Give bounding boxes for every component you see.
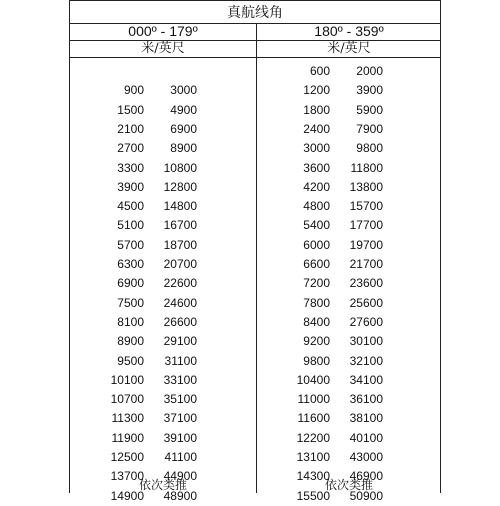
feet-cell: 13800 bbox=[349, 179, 383, 194]
table-row bbox=[256, 178, 442, 197]
table-row bbox=[256, 139, 442, 158]
meters-cell: 2700 bbox=[117, 141, 144, 156]
meters-cell: 11900 bbox=[111, 430, 144, 445]
meters-cell: 9200 bbox=[303, 334, 330, 349]
meters-cell: 2100 bbox=[117, 121, 144, 136]
table-row bbox=[70, 139, 256, 158]
meters-cell: 10400 bbox=[296, 372, 330, 387]
table-row bbox=[256, 390, 442, 409]
feet-cell: 15700 bbox=[349, 199, 383, 214]
table-row bbox=[256, 294, 442, 313]
right-unit-header: 米/英尺 bbox=[327, 41, 371, 56]
table-row bbox=[256, 332, 442, 351]
feet-cell: 10800 bbox=[163, 160, 197, 175]
table-row bbox=[256, 236, 442, 255]
meters-cell: 12500 bbox=[110, 450, 144, 464]
feet-cell: 27600 bbox=[349, 314, 383, 329]
right-range-header: 180º - 359º bbox=[314, 23, 384, 39]
meters-cell: 5400 bbox=[303, 218, 330, 233]
feet-cell: 21700 bbox=[349, 257, 383, 271]
table-row bbox=[70, 62, 256, 81]
feet-cell: 3900 bbox=[356, 83, 383, 98]
feet-cell: 36100 bbox=[349, 392, 383, 407]
feet-cell: 2000 bbox=[356, 64, 383, 78]
table-row bbox=[70, 371, 256, 390]
feet-cell: 35100 bbox=[163, 392, 197, 407]
table-row bbox=[70, 313, 256, 332]
feet-cell: 31100 bbox=[164, 353, 197, 368]
unit-header-row bbox=[70, 40, 440, 58]
table-row bbox=[256, 159, 442, 178]
feet-cell: 11800 bbox=[350, 160, 383, 175]
feet-cell: 26600 bbox=[163, 314, 197, 329]
table-top-rule bbox=[70, 0, 440, 1]
meters-cell: 12200 bbox=[296, 430, 330, 445]
meters-cell: 10700 bbox=[110, 392, 144, 407]
feet-cell: 32100 bbox=[349, 353, 383, 368]
feet-cell: 41100 bbox=[164, 450, 197, 464]
meters-cell: 11000 bbox=[297, 392, 330, 407]
feet-cell: 24600 bbox=[163, 295, 197, 310]
table-row bbox=[256, 81, 442, 100]
feet-cell: 12800 bbox=[163, 179, 197, 194]
feet-cell: 17700 bbox=[349, 218, 383, 233]
feet-cell: 19700 bbox=[349, 237, 383, 252]
table-row bbox=[70, 448, 256, 467]
meters-cell: 4200 bbox=[303, 179, 330, 194]
feet-cell: 7900 bbox=[356, 121, 383, 136]
feet-cell: 25600 bbox=[349, 295, 383, 310]
table-row bbox=[70, 294, 256, 313]
feet-cell: 9800 bbox=[356, 141, 383, 156]
meters-cell: 3000 bbox=[303, 141, 330, 156]
meters-cell: 6900 bbox=[117, 276, 144, 291]
table-row bbox=[70, 332, 256, 351]
left-unit-header: 米/英尺 bbox=[141, 41, 185, 56]
meters-cell: 6600 bbox=[303, 257, 330, 271]
table-row bbox=[256, 352, 442, 371]
table-row bbox=[256, 409, 442, 428]
table-row bbox=[70, 178, 256, 197]
table-row bbox=[70, 352, 256, 371]
table-row bbox=[70, 81, 256, 100]
meters-cell: 8100 bbox=[117, 314, 144, 329]
meters-cell: 14900 bbox=[110, 488, 144, 503]
feet-cell: 40100 bbox=[349, 430, 383, 445]
left-range-header: 000º - 179º bbox=[128, 23, 198, 39]
feet-cell: 43000 bbox=[349, 450, 383, 464]
meters-cell: 7800 bbox=[303, 295, 330, 310]
table-row bbox=[256, 120, 442, 139]
meters-cell: 13700 bbox=[110, 469, 144, 484]
meters-cell: 5100 bbox=[117, 218, 144, 233]
feet-cell: 16700 bbox=[163, 218, 197, 233]
meters-cell: 3600 bbox=[303, 160, 330, 175]
table-row bbox=[70, 390, 256, 409]
table-row bbox=[256, 216, 442, 235]
feet-cell: 46900 bbox=[349, 469, 383, 484]
table-row bbox=[256, 371, 442, 390]
table-row bbox=[70, 255, 256, 274]
table-row bbox=[256, 197, 442, 216]
right-footer-note: 依次类推 bbox=[324, 478, 373, 492]
meters-cell: 13100 bbox=[296, 450, 330, 464]
meters-cell: 9800 bbox=[303, 353, 330, 368]
meters-cell: 600 bbox=[309, 64, 330, 78]
meters-cell: 3300 bbox=[117, 160, 144, 175]
meters-cell: 11600 bbox=[297, 411, 330, 426]
feet-cell: 33100 bbox=[163, 372, 197, 387]
meters-cell: 10100 bbox=[110, 372, 144, 387]
table-row bbox=[256, 274, 442, 293]
table-row bbox=[70, 216, 256, 235]
feet-cell: 48900 bbox=[163, 488, 197, 503]
meters-cell: 1200 bbox=[303, 83, 330, 98]
table-row bbox=[70, 120, 256, 139]
feet-cell: 50900 bbox=[349, 488, 383, 503]
table-row bbox=[70, 101, 256, 120]
meters-cell: 2400 bbox=[303, 121, 330, 136]
feet-cell: 30100 bbox=[349, 334, 383, 349]
feet-cell: 22600 bbox=[163, 276, 197, 291]
table-row bbox=[256, 255, 442, 274]
meters-cell: 6300 bbox=[117, 257, 144, 271]
left-footer-note: 依次类推 bbox=[138, 478, 187, 492]
feet-cell: 38100 bbox=[349, 411, 383, 426]
meters-cell: 6000 bbox=[303, 237, 330, 252]
meters-cell: 1800 bbox=[303, 102, 330, 117]
feet-cell: 44900 bbox=[163, 469, 197, 484]
meters-cell: 5700 bbox=[117, 237, 144, 252]
table-row bbox=[70, 409, 256, 428]
feet-cell: 18700 bbox=[163, 237, 197, 252]
feet-cell: 34100 bbox=[349, 372, 383, 387]
altitude-table bbox=[69, 0, 441, 503]
table-row bbox=[256, 448, 442, 467]
table-row bbox=[70, 236, 256, 255]
meters-cell: 900 bbox=[123, 83, 144, 98]
feet-cell: 5900 bbox=[356, 102, 383, 117]
table-row bbox=[70, 159, 256, 178]
range-header-row bbox=[70, 23, 440, 41]
meters-cell: 9500 bbox=[117, 353, 144, 368]
meters-cell: 7200 bbox=[303, 276, 330, 291]
meters-cell: 4800 bbox=[303, 199, 330, 214]
table-row bbox=[256, 429, 442, 448]
meters-cell: 15500 bbox=[296, 488, 330, 503]
feet-cell: 3000 bbox=[170, 83, 197, 98]
meters-cell: 4500 bbox=[117, 199, 144, 214]
feet-cell: 4900 bbox=[170, 102, 197, 117]
meters-cell: 1500 bbox=[117, 102, 144, 117]
feet-cell: 6900 bbox=[170, 121, 197, 136]
feet-cell: 37100 bbox=[163, 411, 197, 426]
feet-cell: 14800 bbox=[163, 199, 197, 214]
table-row bbox=[70, 274, 256, 293]
table-row bbox=[70, 197, 256, 216]
table-row bbox=[256, 62, 442, 81]
meters-cell: 8900 bbox=[117, 334, 144, 349]
feet-cell: 39100 bbox=[163, 430, 197, 445]
table-title: 真航线角 bbox=[70, 3, 440, 24]
meters-cell: 14300 bbox=[296, 469, 330, 484]
meters-cell: 11300 bbox=[111, 411, 144, 426]
feet-cell: 29100 bbox=[163, 334, 197, 349]
table-row bbox=[256, 313, 442, 332]
meters-cell: 8400 bbox=[303, 314, 330, 329]
feet-cell: 8900 bbox=[170, 141, 197, 156]
meters-cell: 3900 bbox=[117, 179, 144, 194]
table-row bbox=[70, 429, 256, 448]
meters-cell: 7500 bbox=[117, 295, 144, 310]
table-row bbox=[256, 101, 442, 120]
feet-cell: 23600 bbox=[349, 276, 383, 291]
feet-cell: 20700 bbox=[163, 257, 197, 271]
